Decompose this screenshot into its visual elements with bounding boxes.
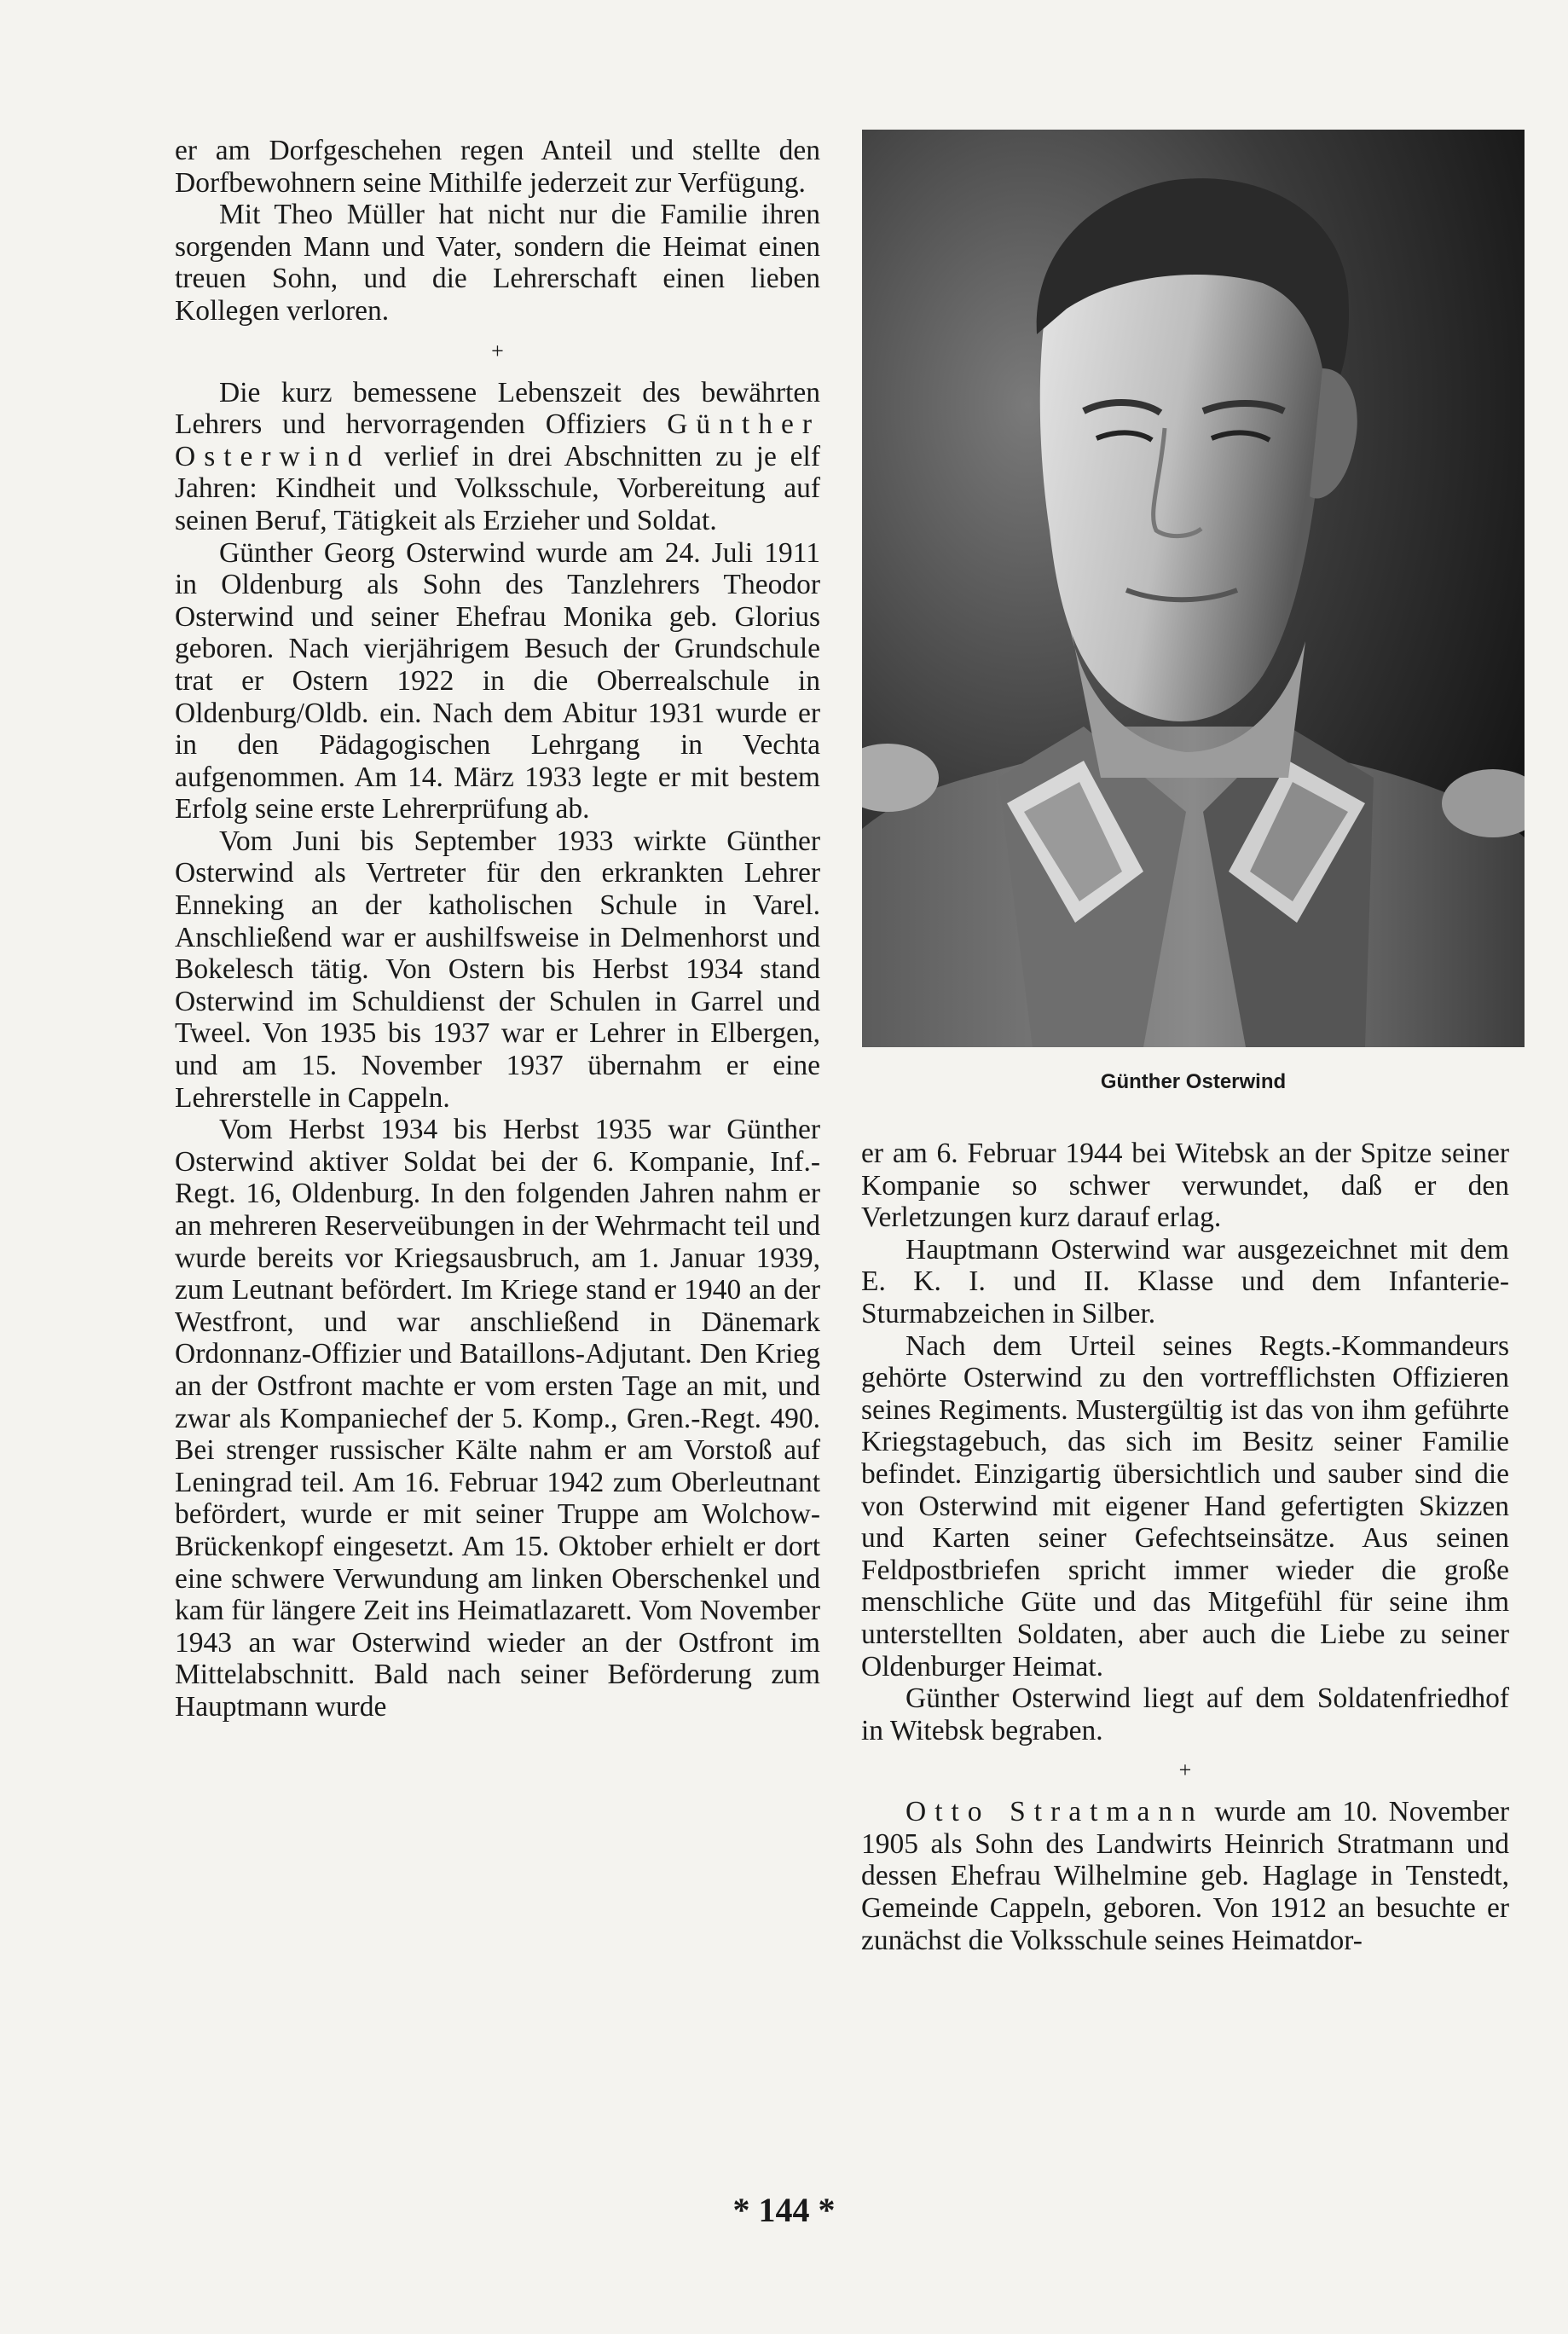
paragraph: Vom Juni bis September 1933 wirkte Günther Osterwind als Vertreter für den erkrankten Lehrer Enneking an der katholischen Schule in Varel. Anschließend war er aushilfsweise in Delmenhorst und Bokelesch tätig. Von Ostern bis Herbst 1934 stand Osterwind im Schuldienst der Schulen in Garrel und Tweel. Von 1935 bis 1937 war er Lehrer in Elbergen, und am 15. November 1937 übernahm er eine Lehrerstelle in Cappeln.	[175, 825, 820, 1114]
paragraph: Vom Herbst 1934 bis Herbst 1935 war Günther Osterwind aktiver Soldat bei der 6. Kompanie, Inf.-Regt. 16, Oldenburg. In den folgenden Jahren nahm er an mehreren Reserveübungen in der Wehrmacht teil und wurde bereits vor Kriegsausbruch, am 1. Januar 1939, zum Leutnant befördert. Im Kriege stand er 1940 an der Westfront, und war anschließend in Dänemark Ordonnanz-Offizier und Bataillons-Adjutant. Den Krieg an der Ostfront machte er vom ersten Tage an mit, und zwar als Kompaniechef der 5. Komp., Gren.-Regt. 490. Bei strenger russischer Kälte nahm er am Vorstoß auf Leningrad teil. Am 16. Februar 1942 zum Oberleutnant befördert, wurde er mit seiner Truppe am Wolchow-Brückenkopf eingesetzt. Am 15. Oktober erhielt er dort eine schwere Verwundung am linken Oberschenkel und kam für längere Zeit ins Heimatlazarett. Vom November 1943 an war Osterwind wieder an der Ostfront im Mittelabschnitt. Bald nach seiner Beförderung zum Hauptmann wurde	[175, 1114, 820, 1723]
person-name: Otto Stratmann	[906, 1796, 1204, 1828]
paragraph: er am 6. Februar 1944 bei Witebsk an der Spitze seiner Kompanie so schwer verwundet, daß er den Verletzungen kurz darauf erlag.	[861, 1138, 1509, 1234]
section-separator: +	[491, 338, 504, 363]
paragraph: Günther Georg Osterwind wurde am 24. Juli 1911 in Oldenburg als Sohn des Tanzlehrers Theodor Osterwind und seiner Ehefrau Monika geb. Glorius geboren. Nach vierjährigem Besuch der Grundschule trat er Ostern 1922 in die Oberrealschule in Oldenburg/Oldb. ein. Nach dem Abitur 1931 wurde er in den Pädagogischen Lehrgang in Vechta aufgenommen. Am 14. März 1933 legte er mit bestem Erfolg seine erste Lehrerprüfung ab.	[175, 536, 820, 825]
paragraph: Nach dem Urteil seines Regts.-Kommandeurs gehörte Osterwind zu den vortrefflichsten Offizieren seines Regiments. Mustergültig ist das von ihm geführte Kriegstagebuch, das sich im Besitz seiner Familie befindet. Einzigartig übersichtlich und sauber sind die von Osterwind mit eigener Hand gefertigten Skizzen und Karten seiner Gefechtseinsätze. Aus seinen Feldpostbriefen spricht immer wieder die große menschliche Güte und das Mitgefühl für seine ihm unterstellten Soldaten, aber auch die Liebe zu seiner Oldenburger Heimat.	[861, 1329, 1509, 1682]
text-run: wurde am 10. November 1905 als Sohn des Landwirts Heinrich Stratmann und dessen Ehefrau Wilhelmine geb. Haglage in Tenstedt, Gemeinde Cappeln, geboren. Von 1912 an besuchte er zunächst die Volksschule seines Heimatdor-	[861, 1796, 1509, 1956]
left-text-column	[175, 135, 820, 1723]
page-number: * 144 *	[732, 2191, 836, 2229]
person-name: Günther Osterwind	[175, 408, 820, 472]
right-text-column	[861, 1138, 1509, 1956]
paragraph: er am Dorfgeschehen regen Anteil und stellte den Dorfbewohnern seine Mithilfe jederzeit zur Verfügung.	[175, 135, 820, 199]
paragraph: Mit Theo Müller hat nicht nur die Familie ihren sorgenden Mann und Vater, sondern die Heimat einen treuen Sohn, und die Lehrerschaft einen lieben Kollegen verloren.	[175, 199, 820, 327]
paragraph	[861, 1796, 1509, 1956]
paragraph: Günther Osterwind liegt auf dem Soldatenfriedhof in Witebsk begraben.	[861, 1682, 1509, 1746]
text-run: verlief in drei Abschnitten zu je elf Jahren: Kindheit und Volksschule, Vorbereitung auf seinen Beruf, Tätigkeit als Erzieher und Soldat.	[175, 440, 820, 536]
section-separator: +	[1178, 1758, 1192, 1783]
paragraph	[175, 377, 820, 537]
portrait-photo	[862, 130, 1525, 1047]
paragraph: Hauptmann Osterwind war ausgezeichnet mit dem E. K. I. und II. Klasse und dem Infanterie-Sturmabzeichen in Silber.	[861, 1233, 1509, 1329]
text-run: Die kurz bemessene Lebenszeit des bewährten Lehrers und hervorragenden Offiziers	[175, 376, 820, 441]
portrait-illustration	[862, 130, 1525, 1047]
photo-caption: Günther Osterwind	[1100, 1070, 1287, 1093]
